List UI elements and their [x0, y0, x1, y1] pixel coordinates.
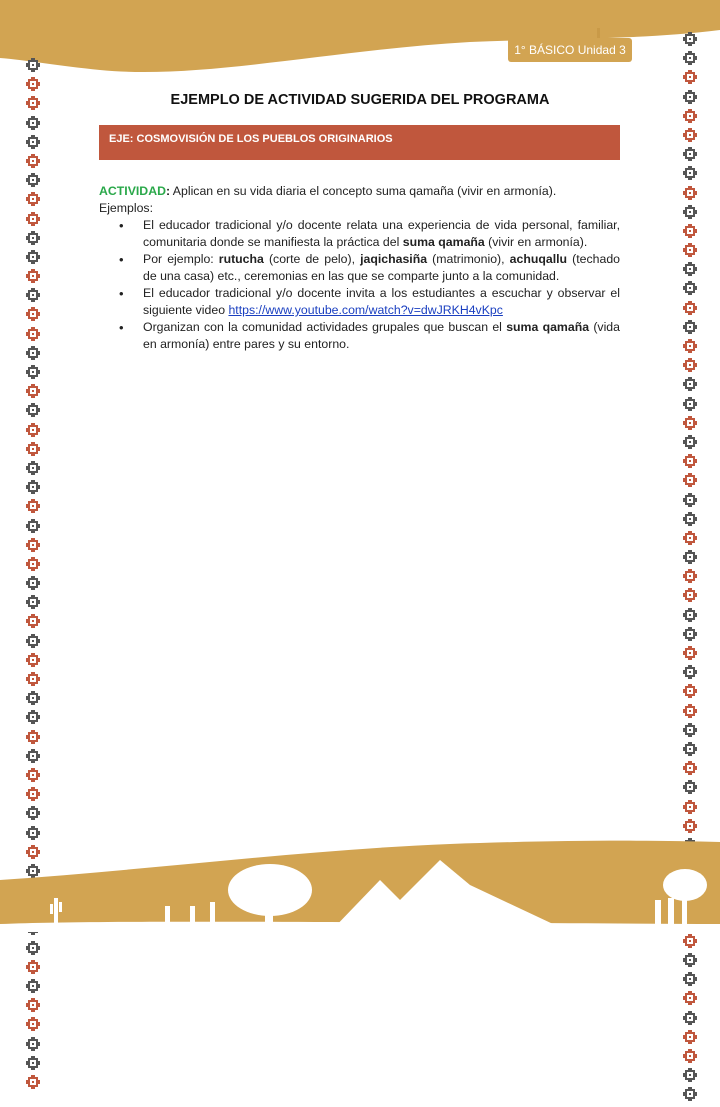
ornament-icon: [26, 806, 40, 820]
ornament-icon: [683, 723, 697, 737]
ornament-icon: [26, 653, 40, 667]
ornament-icon: [26, 173, 40, 187]
ornament-icon: [26, 1075, 40, 1089]
activity-label: ACTIVIDAD: [99, 184, 166, 198]
ornament-icon: [26, 979, 40, 993]
list-item: [99, 217, 620, 251]
ornament-icon: [683, 473, 697, 487]
ornament-icon: [683, 1049, 697, 1063]
examples-label: Ejemplos:: [99, 201, 153, 215]
ornament-icon: [683, 1011, 697, 1025]
ornament-icon: [683, 1068, 697, 1082]
left-ornament-border: [26, 58, 42, 1094]
ornament-icon: [26, 365, 40, 379]
ornament-icon: [26, 614, 40, 628]
ornament-icon: [683, 147, 697, 161]
ornament-icon: [26, 384, 40, 398]
ornament-icon: [26, 634, 40, 648]
bold-term: rutucha: [218, 252, 264, 266]
text: Por ejemplo:: [143, 252, 219, 266]
activity-content: [99, 183, 620, 353]
ornament-icon: [26, 960, 40, 974]
ornament-icon: [683, 224, 697, 238]
ornament-icon: [683, 454, 697, 468]
ornament-icon: [26, 538, 40, 552]
bold-term: suma qamaña: [506, 320, 590, 334]
ornament-icon: [683, 550, 697, 564]
text: (matrimonio),: [427, 252, 510, 266]
ornament-icon: [683, 186, 697, 200]
ornament-icon: [26, 442, 40, 456]
bold-term: jaqichasiña: [360, 252, 428, 266]
list-item: [99, 285, 620, 319]
ornament-icon: [683, 531, 697, 545]
ornament-icon: [683, 761, 697, 775]
unit-badge: 1° BÁSICO Unidad 3: [508, 38, 632, 62]
activity-colon: :: [165, 184, 171, 198]
ornament-icon: [683, 281, 697, 295]
ornament-icon: [26, 730, 40, 744]
ornament-icon: [26, 116, 40, 130]
ornament-icon: [26, 135, 40, 149]
ornament-icon: [26, 269, 40, 283]
activity-line: [99, 183, 620, 200]
ornament-icon: [26, 77, 40, 91]
ornament-icon: [683, 665, 697, 679]
ornament-icon: [26, 480, 40, 494]
ornament-icon: [26, 1017, 40, 1031]
ornament-icon: [26, 768, 40, 782]
page-title: EJEMPLO DE ACTIVIDAD SUGERIDA DEL PROGRAMA: [170, 92, 550, 108]
ornament-icon: [26, 288, 40, 302]
ornament-icon: [683, 608, 697, 622]
footer-landscape-illustration: [0, 840, 720, 932]
ornament-icon: [683, 493, 697, 507]
ornament-icon: [683, 128, 697, 142]
ornament-icon: [26, 1056, 40, 1070]
list-item: [99, 319, 620, 353]
ornament-icon: [683, 800, 697, 814]
text: (vida en armonía) entre pares y su entorno.: [143, 320, 620, 351]
ornament-icon: [683, 339, 697, 353]
ornament-icon: [683, 377, 697, 391]
ornament-icon: [683, 435, 697, 449]
ornament-icon: [683, 320, 697, 334]
ornament-icon: [683, 243, 697, 257]
ornament-icon: [683, 569, 697, 583]
ornament-icon: [683, 416, 697, 430]
ornament-icon: [26, 250, 40, 264]
ornament-icon: [26, 691, 40, 705]
ornament-icon: [26, 1037, 40, 1051]
ornament-icon: [683, 819, 697, 833]
ornament-icon: [26, 327, 40, 341]
ornament-icon: [683, 1030, 697, 1044]
ornament-icon: [26, 307, 40, 321]
ornament-icon: [26, 941, 40, 955]
text: Organizan con la comunidad actividades grupales que buscan el: [143, 320, 507, 334]
ornament-icon: [26, 212, 40, 226]
ornament-icon: [26, 192, 40, 206]
ornament-icon: [683, 934, 697, 948]
ornament-icon: [683, 742, 697, 756]
ornament-icon: [683, 1087, 697, 1101]
text: El educador tradicional y/o docente invita a los estudiantes a escuchar y observar el siguiente video: [143, 286, 620, 317]
ornament-icon: [683, 109, 697, 123]
ornament-icon: [26, 499, 40, 513]
ornament-icon: [683, 358, 697, 372]
video-link[interactable]: https://www.youtube.com/watch?v=dwJRKH4vKpc: [228, 303, 503, 317]
ornament-icon: [683, 684, 697, 698]
ornament-icon: [26, 423, 40, 437]
ornament-icon: [683, 51, 697, 65]
ornament-icon: [26, 519, 40, 533]
ornament-icon: [26, 595, 40, 609]
ornament-icon: [26, 461, 40, 475]
ornament-icon: [26, 403, 40, 417]
right-ornament-border: [683, 32, 699, 1107]
text: (vivir en armonía).: [484, 235, 588, 249]
ornament-icon: [26, 826, 40, 840]
ornament-icon: [683, 166, 697, 180]
ornament-icon: [683, 397, 697, 411]
ornament-icon: [683, 780, 697, 794]
ornament-icon: [26, 557, 40, 571]
ornament-icon: [26, 998, 40, 1012]
examples-list: [99, 217, 620, 353]
bold-term: achuqallu: [509, 252, 568, 266]
ornament-icon: [683, 262, 697, 276]
ornament-icon: [683, 991, 697, 1005]
ornament-icon: [26, 749, 40, 763]
ornament-icon: [683, 588, 697, 602]
text: (corte de pelo),: [263, 252, 361, 266]
ornament-icon: [683, 301, 697, 315]
ornament-icon: [26, 346, 40, 360]
ornament-icon: [683, 646, 697, 660]
ornament-icon: [683, 953, 697, 967]
ornament-icon: [683, 972, 697, 986]
ornament-icon: [26, 154, 40, 168]
ornament-icon: [26, 672, 40, 686]
ornament-icon: [683, 32, 697, 46]
ornament-icon: [683, 205, 697, 219]
text: El educador tradicional y/o docente relata una experiencia de vida personal, familiar, comunitaria donde se manifiesta la práctica del: [143, 218, 620, 249]
ornament-icon: [683, 704, 697, 718]
ornament-icon: [26, 787, 40, 801]
bold-term: suma qamaña: [402, 235, 485, 249]
ornament-icon: [26, 576, 40, 590]
ornament-icon: [683, 627, 697, 641]
list-item: [99, 251, 620, 285]
activity-text: Aplican en su vida diaria el concepto suma qamaña (vivir en armonía).: [170, 184, 557, 198]
ornament-icon: [26, 710, 40, 724]
eje-banner: EJE: COSMOVISIÓN DE LOS PUEBLOS ORIGINARIOS: [99, 125, 620, 160]
text: (techado de una casa) etc., ceremonias en las que se comparte junto a la comunidad.: [143, 252, 620, 283]
ornament-icon: [26, 58, 40, 72]
ornament-icon: [683, 70, 697, 84]
ornament-icon: [683, 512, 697, 526]
ornament-icon: [26, 231, 40, 245]
